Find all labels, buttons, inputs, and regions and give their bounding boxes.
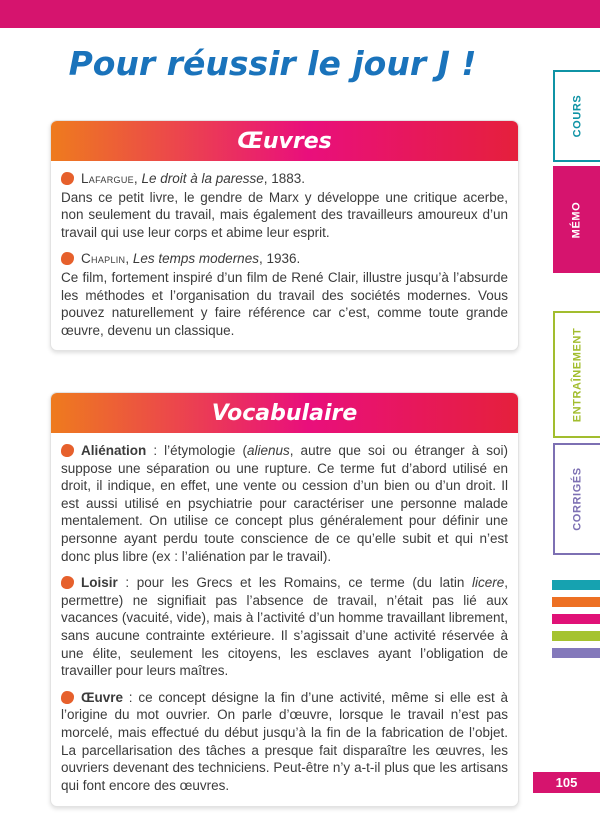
vocab-entry-loisir [61,574,508,680]
oeuvres-card [50,120,519,351]
tab-corriges[interactable] [553,443,600,555]
tab-memo[interactable] [553,166,600,273]
tab-memo-label: MÉMO [570,201,583,238]
tab-entrainement-label: ENTRAÎNEMENT [571,327,584,422]
vocabulaire-card [50,392,519,807]
oeuvres-card-header [51,121,518,161]
orange-bullet-icon [61,252,74,265]
vocab-entry-text: Aliénation : l’étymologie (alienus, autre que soi ou étranger à soi) suppose une séparation ou une rupture. Ce terme fut d’abord utilisé en droit, il indique, en effet, une vente ou cession d’un bien ou d’un droit. Il est aussi utilisé en psychiatrie pour caractériser une personne malade mentalement. On utilise ce concept plus généralement pour définir une personne ayant perdu toute conscience de ce qu’elle subit et qui n’est donc plus libre (ex : l’aliénation par le travail). [61,443,508,564]
oeuvres-entry-heading: Lafargue, Le droit à la paresse, 1883. [61,170,508,188]
page-title: Pour réussir le jour J ! [68,44,477,83]
vocabulaire-card-body [51,433,518,806]
oeuvres-card-body [51,161,518,350]
oeuvres-entry-text: Dans ce petit livre, le gendre de Marx y développe une critique acerbe, non seulement du travail, mais également des travailleurs amoureux d’un travail qui use leur corps et abime leur esprit. [61,189,508,240]
vocab-entry-text: Loisir : pour les Grecs et les Romains, ce terme (du latin licere, permettre) ne signifiait pas l’absence de travail, n’était pas lié aux vacances (vacuité, vide), mais à l’activité d’un homme travaillant librement, sans aucune contrainte extérieure. Il s’agissait d’une activité réservée à une élite, seulement les citoyens, les esclaves ayant l’obligation de travailler pour leurs maîtres. [61,575,508,679]
orange-bullet-icon [61,444,74,457]
vocabulaire-card-title: Vocabulaire [211,400,358,426]
color-key-bar [552,580,600,590]
tab-corriges-label: CORRIGÉS [571,467,584,531]
oeuvres-entry [61,250,508,339]
top-accent-band [0,0,600,28]
orange-bullet-icon [61,172,74,185]
color-key-bar [552,631,600,641]
vocabulaire-card-header [51,393,518,433]
oeuvres-entry-text: Ce film, fortement inspiré d’un film de René Clair, illustre jusqu’à l’absurde les méthodes et l’organisation du travail des sociétés modernes. Vous pouvez naturellement y faire référence car c’est, comme toute grande œuvre, devenu un classique. [61,269,508,338]
tab-cours-label: COURS [571,94,584,138]
orange-bullet-icon [61,691,74,704]
color-key-bar [552,597,600,607]
page-number-badge: 105 [533,772,600,793]
tab-entrainement[interactable] [553,311,600,438]
oeuvres-card-title: Œuvres [237,128,332,154]
vocab-entry-oeuvre [61,689,508,795]
vocab-entry-text: Œuvre : ce concept désigne la fin d’une activité, même si elle est à l’origine du mot ouvrier. On parle d’œuvre, lorsque le travail n’est pas morcelé, mais effectué du début jusqu’à la fin de la fabrication de l’objet. La parcellarisation des tâches a presque fait disparaître les œuvres, les ouvriers devenant des techniciens. Peut-être n’y a-t-il plus que les artisans qui font encore des œuvres. [61,689,508,793]
vocab-entry-alienation [61,442,508,565]
tab-cours[interactable] [553,70,600,162]
orange-bullet-icon [61,576,74,589]
color-key-bar [552,648,600,658]
oeuvres-entry-heading: Chaplin, Les temps modernes, 1936. [61,250,508,268]
oeuvres-entry [61,170,508,241]
color-key-bar [552,614,600,624]
